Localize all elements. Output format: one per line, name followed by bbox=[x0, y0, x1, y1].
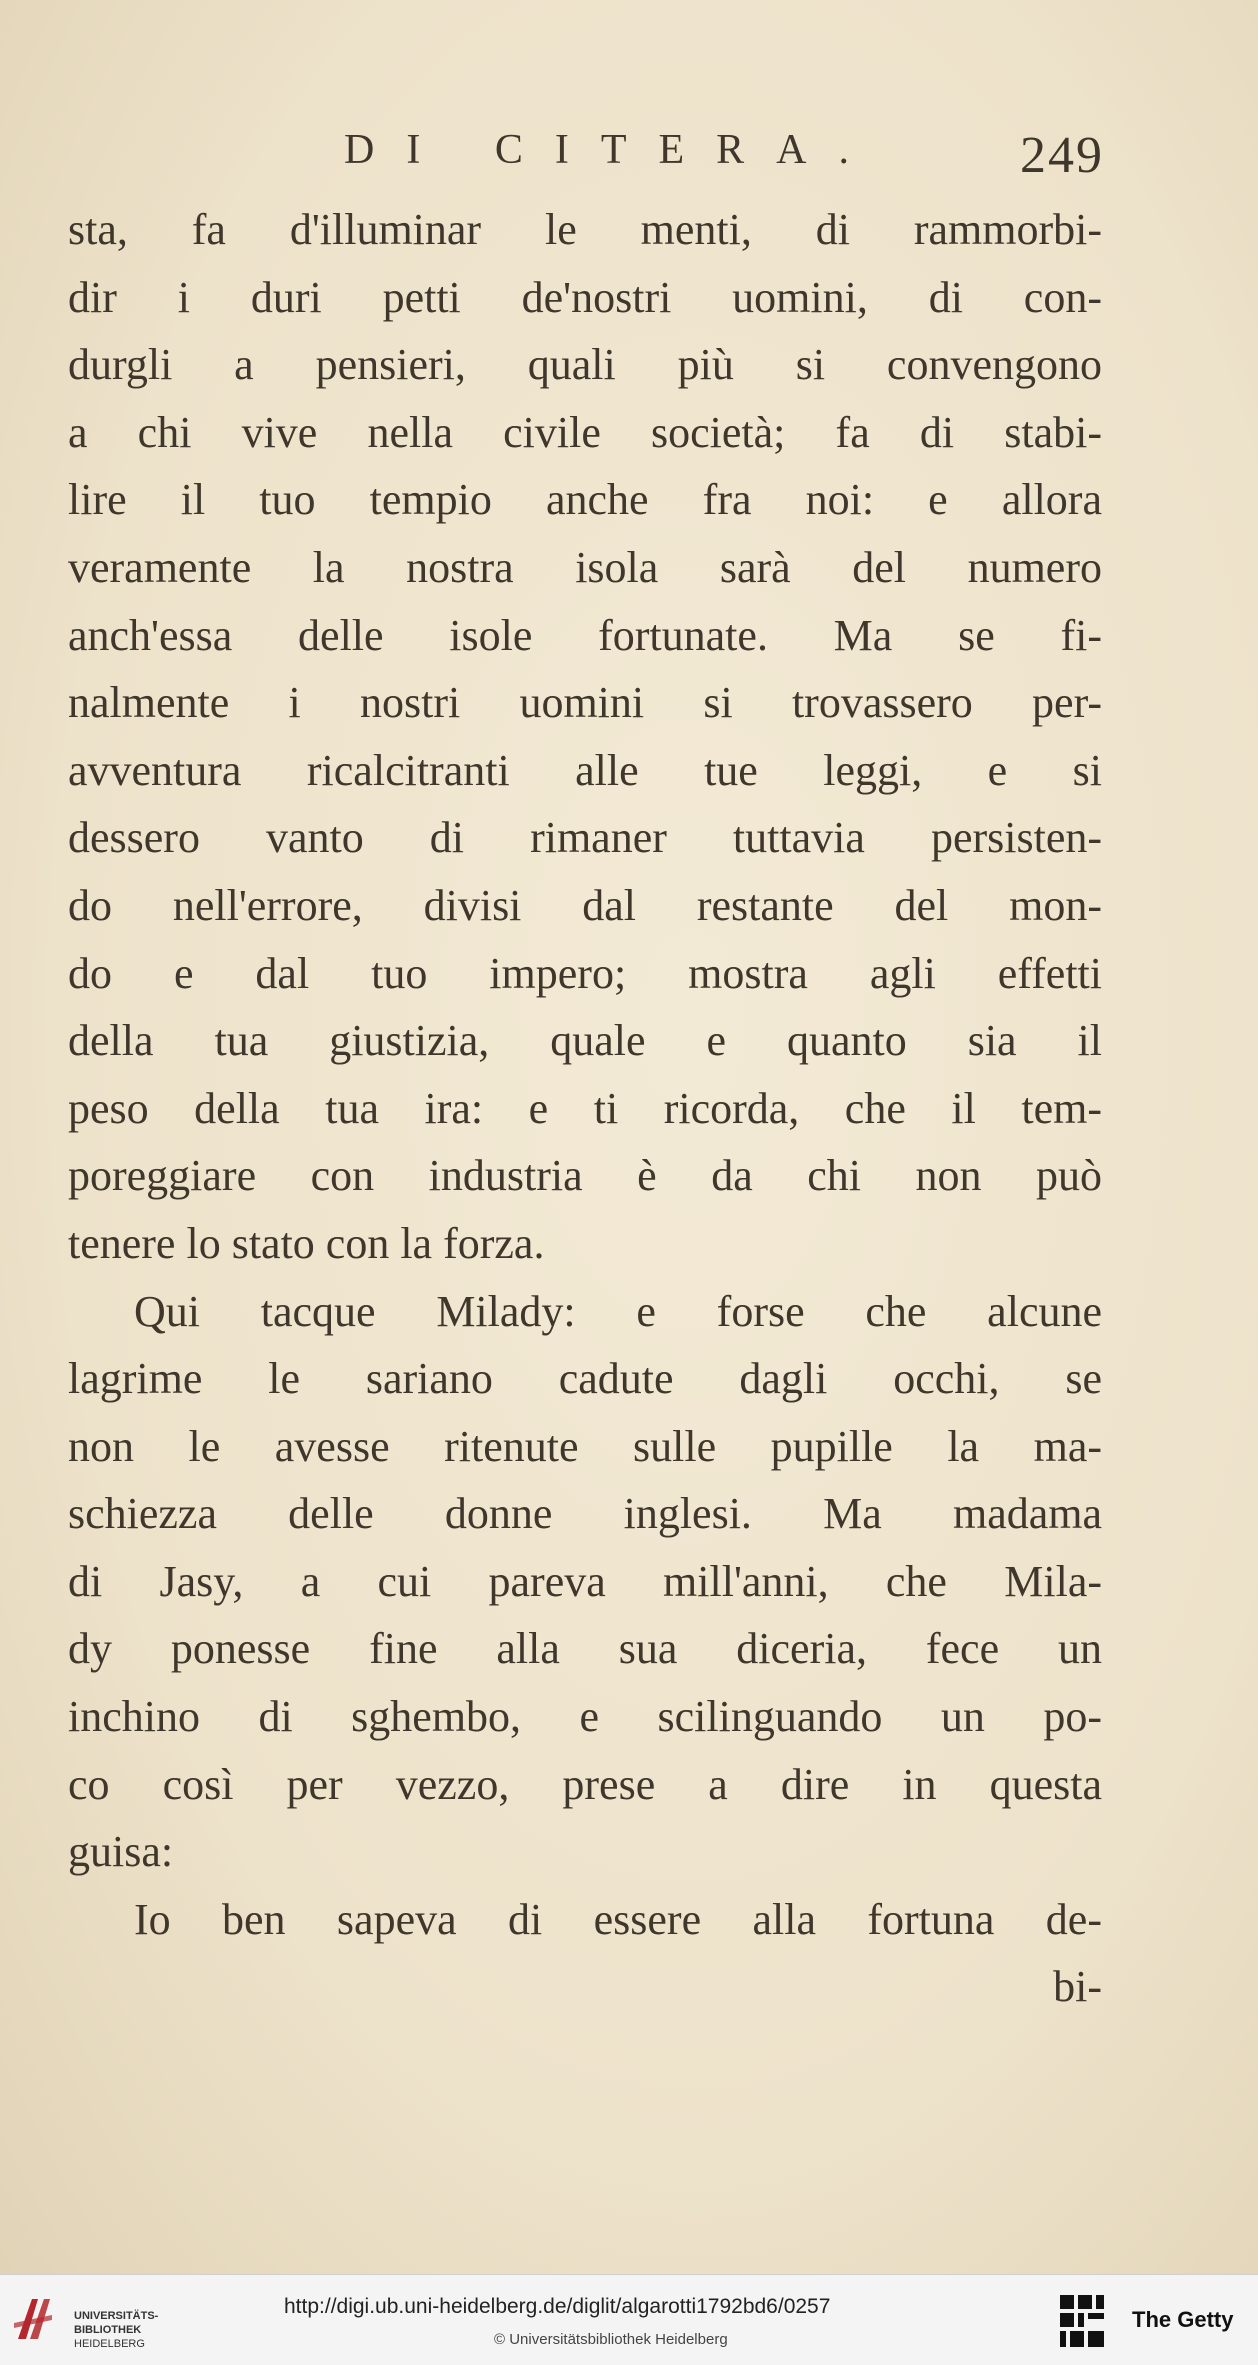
text-line: co così per vezzo, prese a dire in questa bbox=[68, 1759, 1102, 1809]
text-line: nalmente i nostri uomini si trovassero per- bbox=[68, 678, 1102, 728]
text-line: lire il tuo tempio anche fra noi: e allora bbox=[68, 475, 1102, 525]
getty-logo[interactable] bbox=[1058, 2291, 1248, 2353]
page-number: 249 bbox=[1020, 127, 1104, 184]
text-line: peso della tua ira: e ti ricorda, che il tem- bbox=[68, 1083, 1102, 1133]
text-line: Io ben sapeva di essere alla fortuna de- bbox=[134, 1894, 1102, 1944]
copyright-notice: © Universitätsbibliothek Heidelberg bbox=[494, 2331, 728, 2348]
catchword: bi- bbox=[1053, 1962, 1102, 2012]
text-line: avventura ricalcitranti alle tue leggi, e si bbox=[68, 745, 1102, 795]
getty-mark-icon bbox=[1058, 2291, 1120, 2353]
running-head: DI CITERA. bbox=[344, 127, 881, 173]
body-text bbox=[68, 196, 1102, 2021]
text-line: dy ponesse fine alla sua diceria, fece un bbox=[68, 1624, 1102, 1674]
text-line: della tua giustizia, quale e quanto sia il bbox=[68, 1016, 1102, 1066]
text-line: do e dal tuo impero; mostra agli effetti bbox=[68, 948, 1102, 998]
text-line: inchino di sghembo, e scilinguando un po- bbox=[68, 1692, 1102, 1742]
institution-line: HEIDELBERG bbox=[74, 2338, 145, 2350]
text-line: poreggiare con industria è da chi non può bbox=[68, 1151, 1102, 1201]
institution-line: UNIVERSITÄTS- bbox=[74, 2310, 159, 2322]
text-line: tenere lo stato con la forza. bbox=[68, 1218, 545, 1268]
text-line: do nell'errore, divisi dal restante del mon- bbox=[68, 880, 1102, 930]
text-line: a chi vive nella civile società; fa di stabi- bbox=[68, 407, 1102, 457]
text-line: di Jasy, a cui pareva mill'anni, che Mila- bbox=[68, 1556, 1102, 1606]
ub-heidelberg-logo[interactable] bbox=[12, 2293, 172, 2351]
text-line: non le avesse ritenute sulle pupille la ma- bbox=[68, 1421, 1102, 1471]
text-line: durgli a pensieri, quali più si convengono bbox=[68, 340, 1102, 390]
ub-logo-icon bbox=[12, 2293, 58, 2343]
institution-name bbox=[74, 2309, 158, 2351]
text-line: guisa: bbox=[68, 1827, 174, 1877]
institution-line: BIBLIOTHEK bbox=[74, 2324, 142, 2336]
text-line: lagrime le sariano cadute dagli occhi, se bbox=[68, 1354, 1102, 1404]
permalink-url[interactable]: http://digi.ub.uni-heidelberg.de/diglit/algarotti1792bd6/0257 bbox=[284, 2295, 831, 2318]
text-line: anch'essa delle isole fortunate. Ma se fi- bbox=[68, 610, 1102, 660]
partner-name: The Getty bbox=[1132, 2307, 1234, 2332]
text-line: dir i duri petti de'nostri uomini, di con- bbox=[68, 272, 1102, 322]
text-line: schiezza delle donne inglesi. Ma madama bbox=[68, 1489, 1102, 1539]
page-header bbox=[344, 126, 1104, 196]
text-line: dessero vanto di rimaner tuttavia persisten- bbox=[68, 813, 1102, 863]
text-line: Qui tacque Milady: e forse che alcune bbox=[134, 1286, 1102, 1336]
text-line: veramente la nostra isola sarà del numero bbox=[68, 542, 1102, 592]
text-line: sta, fa d'illuminar le menti, di rammorbi- bbox=[68, 205, 1102, 254]
viewer-footer bbox=[0, 2274, 1258, 2365]
